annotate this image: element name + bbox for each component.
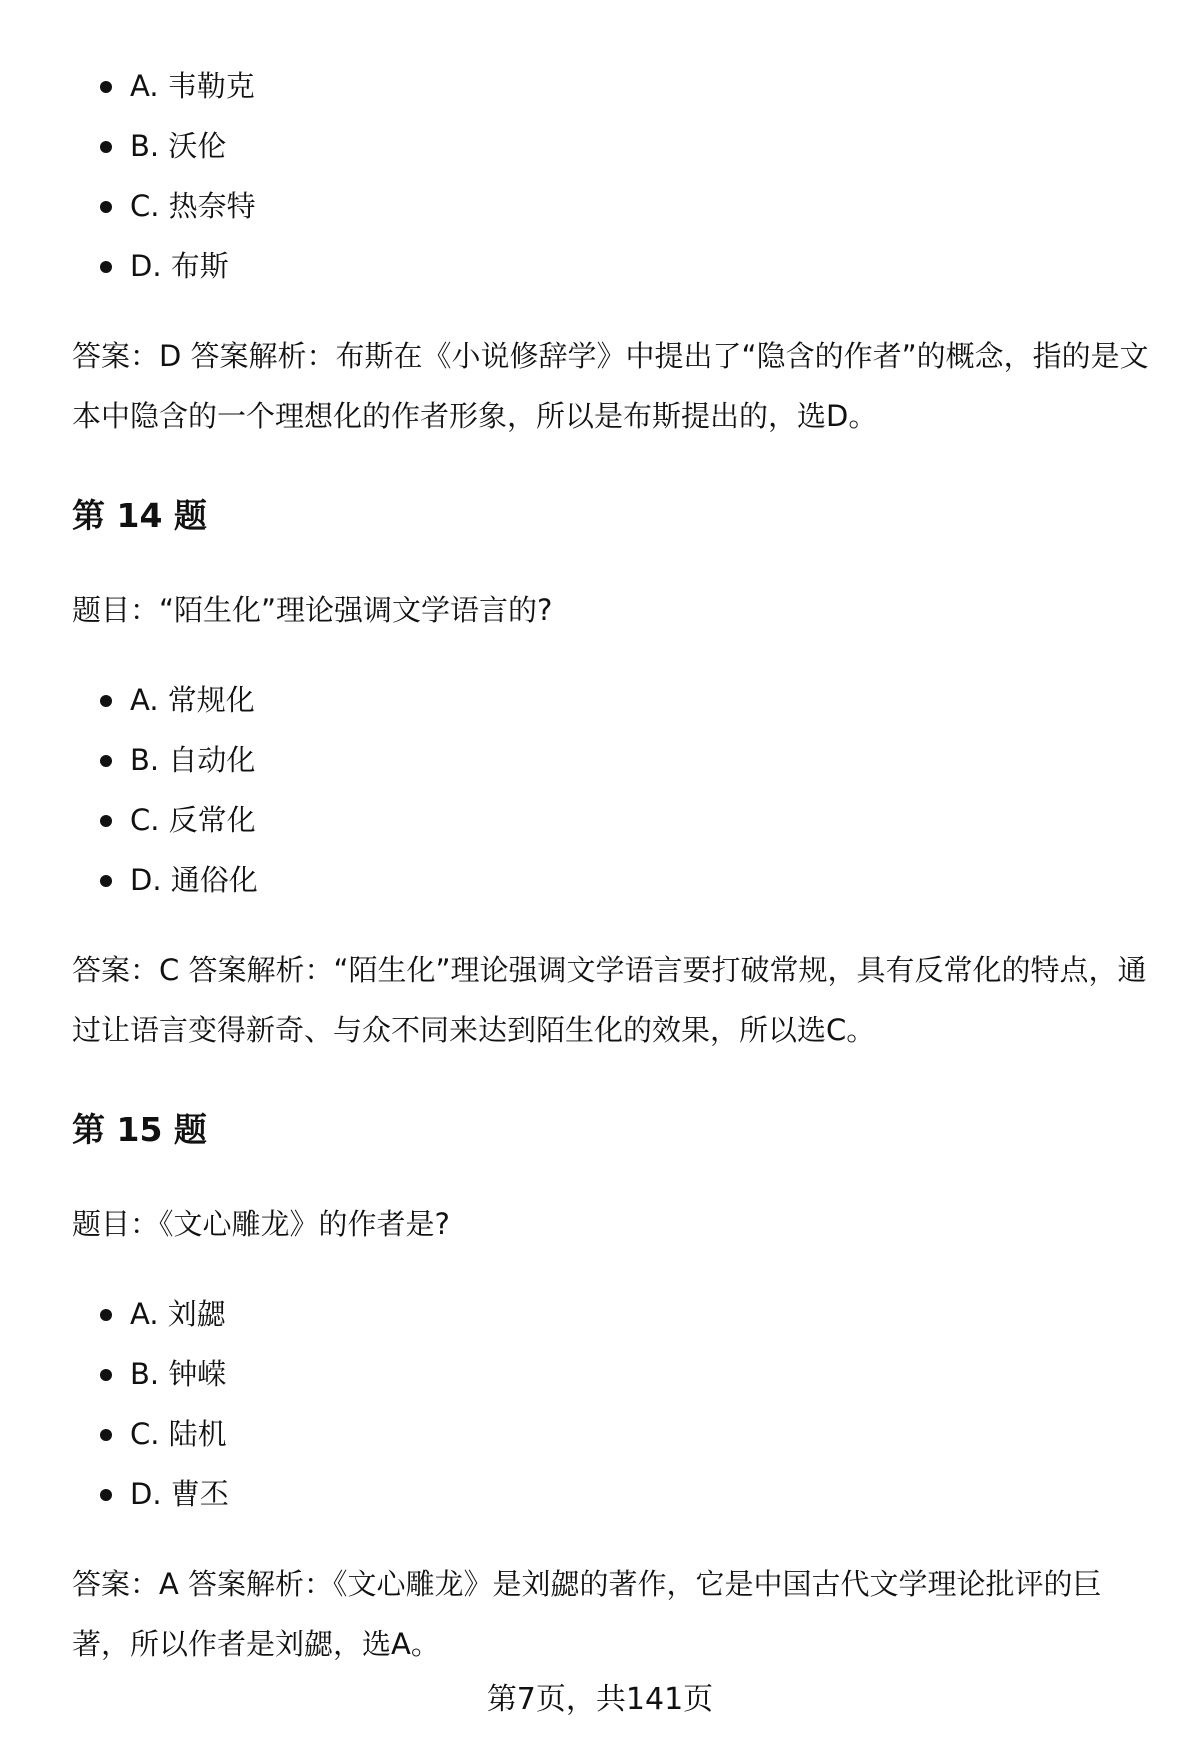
- bullet-icon: [100, 201, 112, 213]
- q14-options: [72, 670, 1152, 910]
- bullet-icon: [100, 1309, 112, 1321]
- q15-title: 第 15 题: [72, 1110, 207, 1149]
- option-item: [72, 1464, 1152, 1524]
- q14-question: 题目：“陌生化”理论强调文学语言的?: [72, 593, 553, 627]
- q13-answer: 答案：D 答案解析：布斯在《小说修辞学》中提出了“隐含的作者”的概念，指的是文本中隐含的一个理想化的作者形象，所以是布斯提出的，选D。: [72, 339, 1149, 433]
- q15-answer: 答案：A 答案解析：《文心雕龙》是刘勰的著作，它是中国古代文学理论批评的巨著，所以作者是刘勰，选A。: [72, 1567, 1102, 1661]
- option-item: [72, 730, 1152, 790]
- option-text: A. 常规化: [130, 683, 255, 717]
- option-item: [72, 670, 1152, 730]
- bullet-icon: [100, 1489, 112, 1501]
- option-text: A. 韦勒克: [130, 69, 255, 103]
- page-content: [72, 56, 1152, 1674]
- option-text: C. 热奈特: [130, 189, 256, 223]
- option-text: C. 陆机: [130, 1417, 227, 1451]
- bullet-icon: [100, 1369, 112, 1381]
- q14-answer: 答案：C 答案解析：“陌生化”理论强调文学语言要打破常规，具有反常化的特点，通过让语言变得新奇、与众不同来达到陌生化的效果，所以选C。: [72, 953, 1147, 1047]
- bullet-icon: [100, 695, 112, 707]
- bullet-icon: [100, 141, 112, 153]
- option-item: [72, 176, 1152, 236]
- q15-question: 题目：《文心雕龙》的作者是?: [72, 1207, 450, 1241]
- option-item: [72, 116, 1152, 176]
- q15-options: [72, 1284, 1152, 1524]
- option-item: [72, 1404, 1152, 1464]
- bullet-icon: [100, 1429, 112, 1441]
- option-text: B. 钟嵘: [130, 1357, 227, 1391]
- q13-options: [72, 56, 1152, 296]
- bullet-icon: [100, 261, 112, 273]
- option-item: [72, 56, 1152, 116]
- bullet-icon: [100, 875, 112, 887]
- page-number-footer: 第7页，共141页: [486, 1682, 714, 1717]
- option-text: A. 刘勰: [130, 1297, 226, 1331]
- bullet-icon: [100, 815, 112, 827]
- option-item: [72, 1284, 1152, 1344]
- bullet-icon: [100, 81, 112, 93]
- option-text: C. 反常化: [130, 803, 256, 837]
- option-item: [72, 1344, 1152, 1404]
- bullet-icon: [100, 755, 112, 767]
- option-text: D. 布斯: [130, 249, 229, 283]
- option-text: D. 曹丕: [130, 1477, 229, 1511]
- option-item: [72, 236, 1152, 296]
- option-item: [72, 790, 1152, 850]
- option-item: [72, 850, 1152, 910]
- option-text: B. 自动化: [130, 743, 256, 777]
- q14-title: 第 14 题: [72, 496, 207, 535]
- option-text: D. 通俗化: [130, 863, 258, 897]
- option-text: B. 沃伦: [130, 129, 227, 163]
